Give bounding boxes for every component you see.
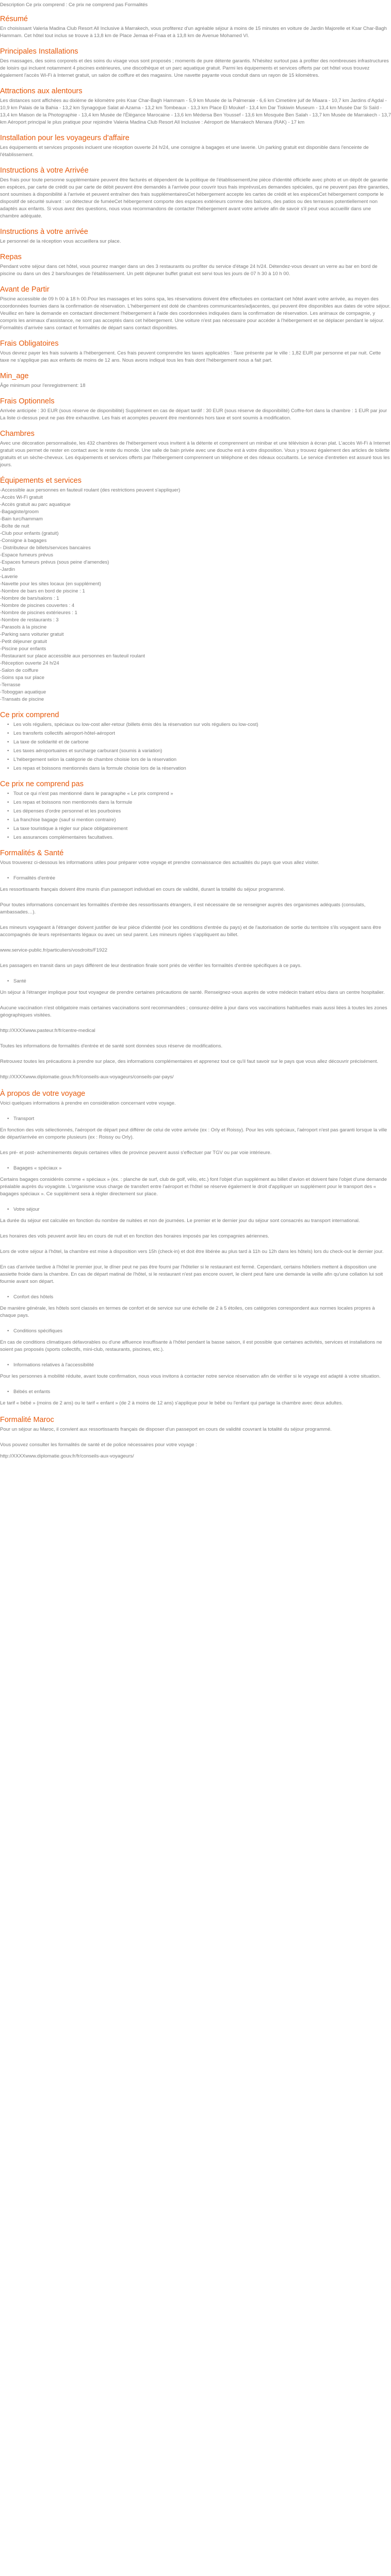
bullet-transport	[0, 1115, 391, 1123]
list-item: • Conditions spécifiques	[0, 1328, 391, 1335]
list-item: • Les taxes aéroportuaires et surcharge carburant (soumis à variation)	[0, 748, 391, 755]
list-item: -Parasols à la piscine	[0, 624, 47, 630]
text-formalites-p4: Les mineurs voyageant à l'étranger doivent justifier de leur pièce d'identité (voir les conditions d'entrée du pays) et de l'autorisation de sortie du territoire s'ils voyagent sans être accompagnés de leurs représentants légaux ou avec un seul parent. Les mineurs rigées s'appliquent au billet.	[0, 925, 381, 938]
list-item: -Nombre de bars en bord de piscine : 1	[0, 588, 85, 594]
list-item: - Distributeur de billets/services bancaires	[0, 545, 91, 551]
bullet-votre-sejour	[0, 1206, 391, 1213]
list-item: -Parking sans voiturier gratuit	[0, 632, 64, 637]
text-formalites-p7: Un séjour à l'étranger implique pour tout voyageur de prendre certaines précautions de santé. Renseignez-vous auprès de votre médecin traitant et/ou dans un centre hospitalier.	[0, 990, 385, 995]
text-apropos-p6: Les horaires des vols peuvent avoir lieu en cours de nuit et en fonction des horaires imposés par les compagnies aériennes.	[0, 1233, 269, 1239]
list-item: • Tout ce qui n'est pas mentionné dans le paragraphe « Le prix comprend »	[0, 790, 391, 798]
list-item: • Informations relatives à l'accessibilité	[0, 1362, 391, 1369]
list-item: • Les dépenses d'ordre personnel et les pourboires	[0, 808, 391, 815]
list-item: • La taxe touristique à régler sur place obligatoirement	[0, 825, 391, 833]
heading-instructions-arrivee: Instructions à votre Arrivée	[0, 166, 89, 175]
list-item: -Terrasse	[0, 682, 21, 688]
text-apropos-p9: De manière générale, les hôtels sont classés en termes de confort et de service sur une échelle de 2 à 5 étoiles, ces catégories correspondent aux normes locales propres à chaque pays.	[0, 1306, 375, 1318]
list-item: -Piscine pour enfants	[0, 646, 46, 652]
heading-ce-prix-ne-comprend-pas: Ce prix ne comprend pas	[0, 780, 84, 788]
text-formalites-intro: Vous trouverez ci-dessous les informations utiles pour préparer votre voyage et prendre connaissance des actualités du pays que vous allez visiter.	[0, 860, 319, 866]
list-item: -Accès Wi-Fi gratuit	[0, 495, 43, 500]
text-maroc-p2: Vous pouvez consulter les formalités de santé et de police nécessaires pour votre voyage :	[0, 1442, 197, 1448]
section-frais-obligatoires	[0, 339, 391, 364]
link-diplomatie-conseils-pays[interactable]: http://XXXXwww.diplomatie.gouv.fr/fr/conseils-aux-voyageurs/conseils-par-pays/	[0, 1074, 174, 1080]
text-repas: Pendant votre séjour dans cet hôtel, vous pourrez manger dans un des 3 restaurants ou profiter du service d'étage 24 h/24. Détendez-vous devant un verre au bar en bord de piscine ou dans un des 2 bars/lounges de l'établissement. Un petit déjeuner buffet gratuit est servi tous les jours de 07 h 30 à 10 h 00.	[0, 264, 378, 277]
heading-principales-installations: Principales Installations	[0, 47, 78, 56]
heading-frais-obligatoires: Frais Obligatoires	[0, 340, 59, 348]
list-item: • Votre séjour	[0, 1206, 391, 1213]
section-instructions-arrivee	[0, 166, 391, 220]
heading-chambres: Chambres	[0, 430, 35, 438]
list-item: -Salon de coiffure	[0, 668, 39, 673]
list-item: -Accès gratuit au parc aquatique	[0, 502, 71, 507]
section-ce-prix-ne-comprend-pas	[0, 779, 391, 841]
list-item: -Réception ouverte 24 h/24	[0, 660, 59, 666]
list-item: -Consigne à bagages	[0, 538, 47, 544]
section-avant-de-partir	[0, 285, 391, 332]
text-attractions: Les distances sont affichées au dixième de kilomètre près Ksar Char-Bagh Hammam - 5,9 km Musée de la Palmeraie - 6,6 km Cimetière juif de Miaara - 10,7 km Jardins d'Agdal - 10,9 km Palais de la Bahia - 13,2 km Synagogue Salat al-Azama - 13,2 km Tombeaux - 13,3 km Place El Moukef - 13,4 km Dar Tiskiwin Museum - 13,4 km Musée Dar Si Saïd - 13,4 km Maison de la Photographie - 13,4 km Musée de l'Élégance Marocaine - 13,6 km Médersa Ben Youssef - 13,6 km Mosquée Ben Salah - 13,7 km Musée de Marrakech - 13,7 km Aéroport principal le plus pratique pour rejoindre Valeria Madina Club Resort All Inclusive : Aéroport de Marrakech Menara (RAK) - 17 km	[0, 98, 391, 125]
heading-resume: Résumé	[0, 15, 28, 23]
list-item: • Santé	[0, 978, 391, 985]
section-equipements	[0, 476, 391, 703]
list-item: -Navette pour les sites locaux (en supplément)	[0, 581, 101, 587]
text-instructions-arrivee-2: Le personnel de la réception vous accueillera sur place.	[0, 239, 121, 244]
heading-repas: Repas	[0, 253, 22, 261]
text-min-age: Âge minimum pour l'enregistrement: 18	[0, 383, 86, 388]
text-chambres: Avec une décoration personnalisée, les 432 chambres de l'hébergement vous invitent à la détente et comprennent un minibar et une télévision à écran plat. L'accès Wi-Fi à Internet gratuit vous permet de rester en contact avec le reste du monde. Une salle de bain privée avec une douche est à votre disposition. Vous y trouvez également des articles de toilette gratuits et un sèche-cheveux. Les équipements et services offerts par l'hébergement comprennent un téléphone et des rideaux occultants. Le service d'entretien est assuré tous les jours.	[0, 440, 390, 468]
list-item: -Nombre de piscines extérieures : 1	[0, 610, 77, 616]
text-resume: En choisissant Valeria Madina Club Resort All Inclusive à Marrakech, vous profiterez d'un agréable séjour à moins de 15 minutes en voiture de Jardin Majorelle et Ksar Char-Bagh Hammam. Cet hôtel tout inclus se trouve à 13,8 km de Place Jemaa el-Fnaa et à 13,8 km de Avenue Mohamed VI.	[0, 26, 387, 39]
heading-a-propos-voyage: À propos de votre voyage	[0, 1090, 86, 1098]
list-item: -Transats de piscine	[0, 697, 44, 702]
list-item: -Petit déjeuner gratuit	[0, 639, 47, 645]
list-item: • La franchise bagage (sauf si mention contraire)	[0, 817, 391, 824]
text-formalites-p10: Toutes les informations de formalités d'entrée et de santé sont données sous réserve de modifications.	[0, 1043, 223, 1049]
bullet-confort-hotels	[0, 1294, 391, 1301]
list-item: -Toboggan aquatique	[0, 689, 46, 695]
text-apropos-p2: En fonction des vols sélectionnés, l'aéroport de départ peut différer de celui de votre arrivée (ex : Orly et Roissy). Pour les vols spéciaux, l'aéroport n'est pas garanti lorsque la ville de départ/arrivée en comporte plusieurs (ex : Roissy ou Orly).	[0, 1127, 387, 1140]
bullet-bagages-speciaux	[0, 1165, 391, 1172]
heading-installation-affaires: Installation pour les voyageurs d'affaire	[0, 134, 129, 142]
text-apropos-p5: La durée du séjour est calculée en fonction du nombre de nuitées et non de journées. Le premier et le dernier jour du séjour sont consacrés au transport international.	[0, 1218, 360, 1224]
text-apropos-p3: Les pré- et post- acheminements depuis certaines villes de province peuvent aussi s'effectuer par TGV ou par voie intérieure.	[0, 1150, 272, 1156]
bullet-bebes-enfants	[0, 1388, 391, 1396]
link-diplomatie-conseils[interactable]: http://XXXXwww.diplomatie.gouv.fr/fr/conseils-aux-voyageurs/	[0, 1453, 134, 1459]
equipements-list	[0, 487, 391, 703]
list-item: -Bagagiste/groom	[0, 509, 39, 515]
heading-avant-de-partir: Avant de Partir	[0, 285, 50, 294]
text-formalites-p11: Retrouvez toutes les précautions à prendre sur place, des informations complémentaires et apprenez tout ce qu'il faut savoir sur le pays que vous allez découvrir précisément.	[0, 1059, 379, 1064]
text-principales-installations: Des massages, des soins corporels et des soins du visage vous sont proposés ; moments de pure détente garantis. N'hésitez surtout pas à profiter des nombreuses infrastructures de loisirs qui incluent notamment 4 piscines extérieures, une discothèque et un parc aquatique gratuit. Parmi les équipements et services offerts par cet hôtel vous trouvez également l'accès Wi-Fi à Internet gratuit, un salon de coiffure et des magasins. Une navette payante vous conduit dans un rayon de 15 kilomètres.	[0, 58, 389, 78]
heading-min-age: Min_age	[0, 372, 29, 380]
ce-prix-ne-comprend-pas-list	[0, 790, 391, 841]
list-item: -Nombre de restaurants : 3	[0, 617, 59, 623]
link-service-public[interactable]: www.service-public.fr/particuliers/vosdroits/F1922	[0, 947, 108, 953]
heading-frais-optionnels: Frais Optionnels	[0, 397, 55, 405]
text-frais-optionnels: Arrivée anticipée : 30 EUR (sous réserve de disponibilité) Supplément en cas de départ tardif : 30 EUR (sous réserve de disponibilité) Coffre-fort dans la chambre : 1 EUR par jour La liste ci-dessus peut ne pas être exhaustive. Les frais et acomptes peuvent être mentionnés hors taxe et sont soumis à modification.	[0, 408, 387, 421]
text-formalites-p3: Pour toutes informations concernant les formalités d'entrée des ressortissants étrangers, il est nécessaire de se renseigner auprès des organismes adéquats (consulats, ambassades…).	[0, 902, 366, 915]
heading-attractions: Attractions aux alentours	[0, 87, 83, 95]
list-item: • Les repas et boissons non mentionnés dans la formule	[0, 799, 391, 806]
bullet-accessibilite	[0, 1362, 391, 1369]
ce-prix-comprend-list	[0, 721, 391, 772]
text-formalites-p8: Aucune vaccination n'est obligatoire mais certaines vaccinations sont recommandées ; consurez-délire à jour dans vos vaccinations habituelles mais aussi liées à toutes les zones géographiques visitées.	[0, 1005, 387, 1018]
section-formalites-sante	[0, 849, 391, 1081]
bullet-conditions-specifiques	[0, 1328, 391, 1335]
text-apropos-p10: En cas de conditions climatiques défavorables ou d'une affluence insuffisante à l'hôtel pendant la basse saison, il est possible que certaines activités, services et installations ne soient pas proposés (sports collectifs, mini-club, restaurants, piscines, etc.).	[0, 1340, 382, 1352]
text-apropos-p8: En cas d'arrivée tardive à l'hôtel le premier jour, le dîner peut ne pas être fourni par l'hôtelier si le restaurant est fermé. Cependant, certains hôteliers mettent à disposition une assiette froide dans la chambre. En cas de départ matinal de l'hôtel, si le restaurant n'est pas encore ouvert, le client peut faire une demande la veille afin qu'une collation lui soit fournie avant son départ.	[0, 1264, 383, 1284]
list-item: -Jardin	[0, 567, 15, 572]
heading-formalite-maroc: Formalité Maroc	[0, 1416, 54, 1424]
section-chambres	[0, 429, 391, 469]
section-frais-optionnels	[0, 397, 391, 422]
list-item: -Espace fumeurs prévus	[0, 552, 53, 558]
list-item: -Laverie	[0, 574, 18, 580]
heading-instructions-arrivee-2: Instructions à votre arrivée	[0, 228, 88, 236]
list-item: • Bagages « spéciaux »	[0, 1165, 391, 1172]
section-min-age	[0, 371, 391, 389]
text-instructions-arrivee: Des frais pour toute personne supplémentaire peuvent être facturés et dépendent de la politique de l'établissementUne pièce d'identité officielle avec photo et un dépôt de garantie en espèces, par carte de crédit ou par carte de débit peuvent être demandés à l'arrivée pour couvrir tous frais imprévusLes demandes spéciales, qui ne peuvent pas être garanties, sont soumises à disponibilité à l'arrivée et peuvent entraîner des frais supplémentairesCet hébergement accepte les cartes de crédit et les espècesCet hébergement comporte le dispositif de sécurité suivant : un détecteur de fuméeCet hébergement comporte des espaces extérieurs comme des balcons, des patios ou des terrasses potentiellement non adaptés aux enfants. Si vous avez des questions, nous vous recommandons de contacter l'hébergement avant votre arrivée afin de savoir s'il peut vous accueillir dans une chambre adéquate.	[0, 177, 389, 219]
list-item: • Formalités d'entrée	[0, 875, 391, 882]
section-formalite-maroc	[0, 1415, 391, 1460]
list-item: -Nombre de piscines couvertes : 4	[0, 603, 75, 608]
list-item: • Les assurances complémentaires facultatives.	[0, 834, 391, 841]
text-apropos-intro: Voici quelques informations à prendre en considération concernant votre voyage.	[0, 1100, 176, 1106]
section-installation-affaires	[0, 133, 391, 159]
list-item: -Club pour enfants (gratuit)	[0, 531, 59, 536]
heading-equipements: Équipements et services	[0, 477, 82, 485]
list-item: • Les transferts collectifs aéroport-hôtel-aéroport	[0, 730, 391, 737]
section-instructions-arrivee-2	[0, 227, 391, 245]
text-apropos-p4: Certains bagages considérés comme « spéciaux » (ex. : planche de surf, club de golf, vélo, etc.) font l'objet d'un supplément au billet d'avion et doivent faire l'objet d'une demande préalable auprès du voyagiste. L'organisme vous charge de transfert entre l'aéroport et l'hôtel se réserve également le droit d'appliquer un supplément pour le transport des « bagages spéciaux ». Ce supplément sera à régler directement sur place.	[0, 1177, 387, 1197]
text-avant-de-partir: Piscine accessible de 09 h 00 à 18 h 00.Pour les massages et les soins spa, les réservations doivent être effectuées en contactant cet hôtel avant votre arrivée, au moyen des coordonnées fournies dans la confirmation de réservation. L'hébergement est doté de chambres communicantes/adjacentes, qui peuvent être disponibles aux dates de votre séjour. Veuillez en faire la demande en contactant directement l'hébergement à l'aide des coordonnées indiquées dans la confirmation de réservation. Les animaux de compagnie, y compris les animaux d'assistance, ne sont pas acceptés dans cet hébergement. Une voiture n'est pas nécessaire pour accéder à l'hébergement et se déplacer pendant le séjour. Formalités d'arrivée sans contact et formalités de départ sans contact disponibles.	[0, 296, 390, 331]
text-apropos-p11: Pour les personnes à mobilité réduite, avant toute confirmation, nous vous invitons à contacter notre service réservation afin de vérifier si le voyage est adapté à votre situation.	[0, 1374, 381, 1379]
list-item: • Les vols réguliers, spéciaux ou low-cost aller-retour (billets émis dès la réservation sur vols réguliers ou low-cost)	[0, 721, 391, 728]
page-intro: Description Ce prix comprend : Ce prix ne comprend pas Formalités	[0, 2, 148, 8]
text-installation-affaires: Les équipements et services proposés incluent une réception ouverte 24 h/24, une consigne à bagages et une laverie. Un parking gratuit est disponible dans l'enceinte de l'établissement.	[0, 145, 369, 158]
section-ce-prix-comprend	[0, 710, 391, 772]
text-frais-obligatoires: Vous devrez payer les frais suivants à l'hébergement. Ces frais peuvent comprendre les taxes applicables : Taxe présente par le ville : 1,82 EUR par personne et par nuit. Cette taxe ne s'applique pas aux enfants de moins de 12 ans. Nous avons indiqué tous les frais dont l'hébergement nous a fait part.	[0, 350, 381, 363]
bullet-formalites-entree	[0, 875, 391, 882]
list-item: • Bébés et enfants	[0, 1388, 391, 1396]
list-item: -Restaurant sur place accessible aux personnes en fauteuil roulant	[0, 653, 145, 659]
list-item: • Les repas et boissons mentionnés dans la formule choisie lors de la réservation	[0, 765, 391, 772]
section-principales-installations	[0, 47, 391, 79]
list-item: -Accessible aux personnes en fauteuil roulant (des restrictions peuvent s'appliquer)	[0, 487, 181, 493]
link-pasteur[interactable]: http://XXXXwww.pasteur.fr/fr/centre-medical	[0, 1028, 95, 1033]
list-item: • Transport	[0, 1115, 391, 1123]
list-item: • Confort des hôtels	[0, 1294, 391, 1301]
text-formalites-p6: Les passagers en transit dans un pays différent de leur destination finale sont priés de vérifier les formalités d'entrée spécifiques à ce pays.	[0, 963, 302, 969]
list-item: -Bain turc/hammam	[0, 516, 43, 522]
text-formalites-p2: Les ressortissants français doivent être munis d'un passeport individuel en cours de validité, durant la totalité du séjour programmé.	[0, 887, 285, 892]
text-apropos-p7: Lors de votre séjour à l'hôtel, la chambre est mise à disposition vers 15h (check-in) et doit être libérée au plus tard à 11h ou 12h dans les hôtels) lors du check-out le dernier jour.	[0, 1249, 384, 1255]
section-resume	[0, 14, 391, 40]
list-item: -Espaces fumeurs prévus (sous peine d'amendes)	[0, 560, 109, 565]
text-apropos-p12: Le tarif « bébé » (moins de 2 ans) ou le tarif « enfant » (de 2 à moins de 12 ans) s'applique pour le bébé ou l'enfant qui partage la chambre avec deux adultes.	[0, 1400, 343, 1406]
text-maroc-p1: Pour un séjour au Maroc, il convient aux ressortissants français de disposer d'un passeport en cours de validité couvrant la totalité du séjour programmé.	[0, 1427, 332, 1432]
list-item: -Boîte de nuit	[0, 523, 29, 529]
section-attractions	[0, 87, 391, 126]
section-a-propos-voyage	[0, 1089, 391, 1407]
bullet-sante	[0, 978, 391, 985]
list-item: • L'hébergement selon la catégorie de chambre choisie lors de la réservation	[0, 756, 391, 764]
list-item: • La taxe de solidarité et de carbone	[0, 739, 391, 746]
list-item: -Nombre de bars/salons : 1	[0, 596, 59, 601]
section-repas	[0, 252, 391, 278]
heading-ce-prix-comprend: Ce prix comprend	[0, 711, 59, 719]
list-item: -Soins spa sur place	[0, 675, 45, 681]
heading-formalites-sante: Formalités & Santé	[0, 849, 64, 857]
